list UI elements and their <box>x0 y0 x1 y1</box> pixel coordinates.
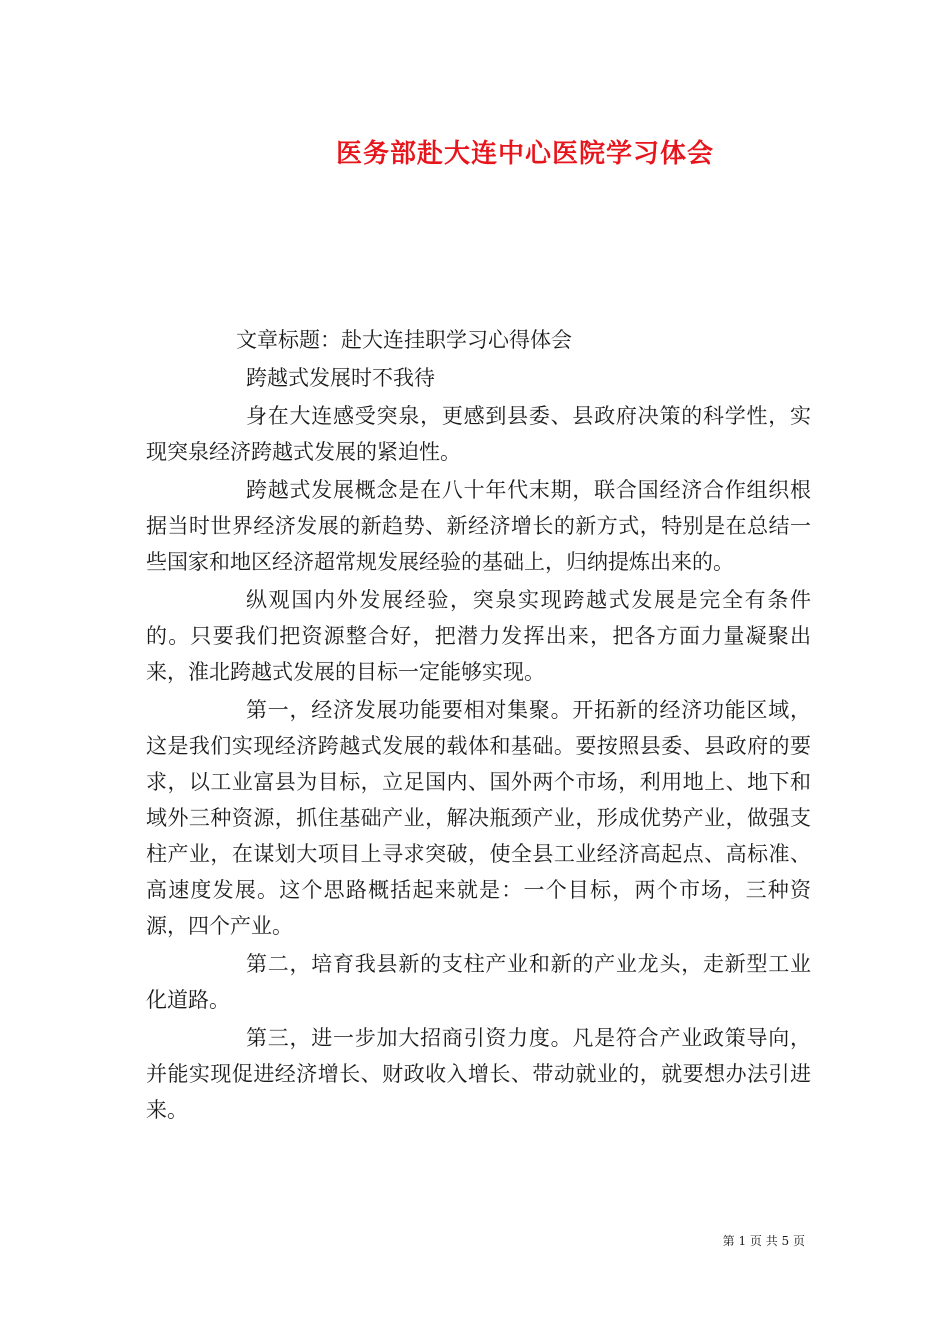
page-title: 医务部赴大连中心医院学习体会 <box>335 139 714 169</box>
page-footer: 第 1 页 共 5 页 <box>722 1234 805 1248</box>
paragraph: 跨越式发展概念是在八十年代末期，联合国经济合作组织根据当时世界经济发展的新趋势、新经济增长的新方式，特别是在总结一些国家和地区经济超常规发展经验的基础上，归纳提炼出来的。 <box>146 478 811 574</box>
document-body <box>146 322 811 1130</box>
paragraph: 纵观国内外发展经验，突泉实现跨越式发展是完全有条件的。只要我们把资源整合好，把潜力发挥出来，把各方面力量凝聚出来，淮北跨越式发展的目标一定能够实现。 <box>146 588 811 684</box>
section-heading: 跨越式发展时不我待 <box>246 366 435 390</box>
article-title: 文章标题：赴大连挂职学习心得体会 <box>236 328 572 352</box>
paragraph: 第三，进一步加大招商引资力度。凡是符合产业政策导向，并能实现促进经济增长、财政收入增长、带动就业的，就要想办法引进来。 <box>146 1026 811 1122</box>
paragraph: 第一，经济发展功能要相对集聚。开拓新的经济功能区域，这是我们实现经济跨越式发展的载体和基础。要按照县委、县政府的要求，以工业富县为目标，立足国内、国外两个市场，利用地上、地下和域外三种资源，抓住基础产业，解决瓶颈产业，形成优势产业，做强支柱产业，在谋划大项目上寻求突破，使全县工业经济高起点、高标准、高速度发展。这个思路概括起来就是：一个目标，两个市场，三种资源，四个产业。 <box>146 698 811 938</box>
paragraph: 第二，培育我县新的支柱产业和新的产业龙头，走新型工业化道路。 <box>146 952 811 1012</box>
paragraph: 身在大连感受突泉，更感到县委、县政府决策的科学性，实现突泉经济跨越式发展的紧迫性。 <box>146 404 811 464</box>
